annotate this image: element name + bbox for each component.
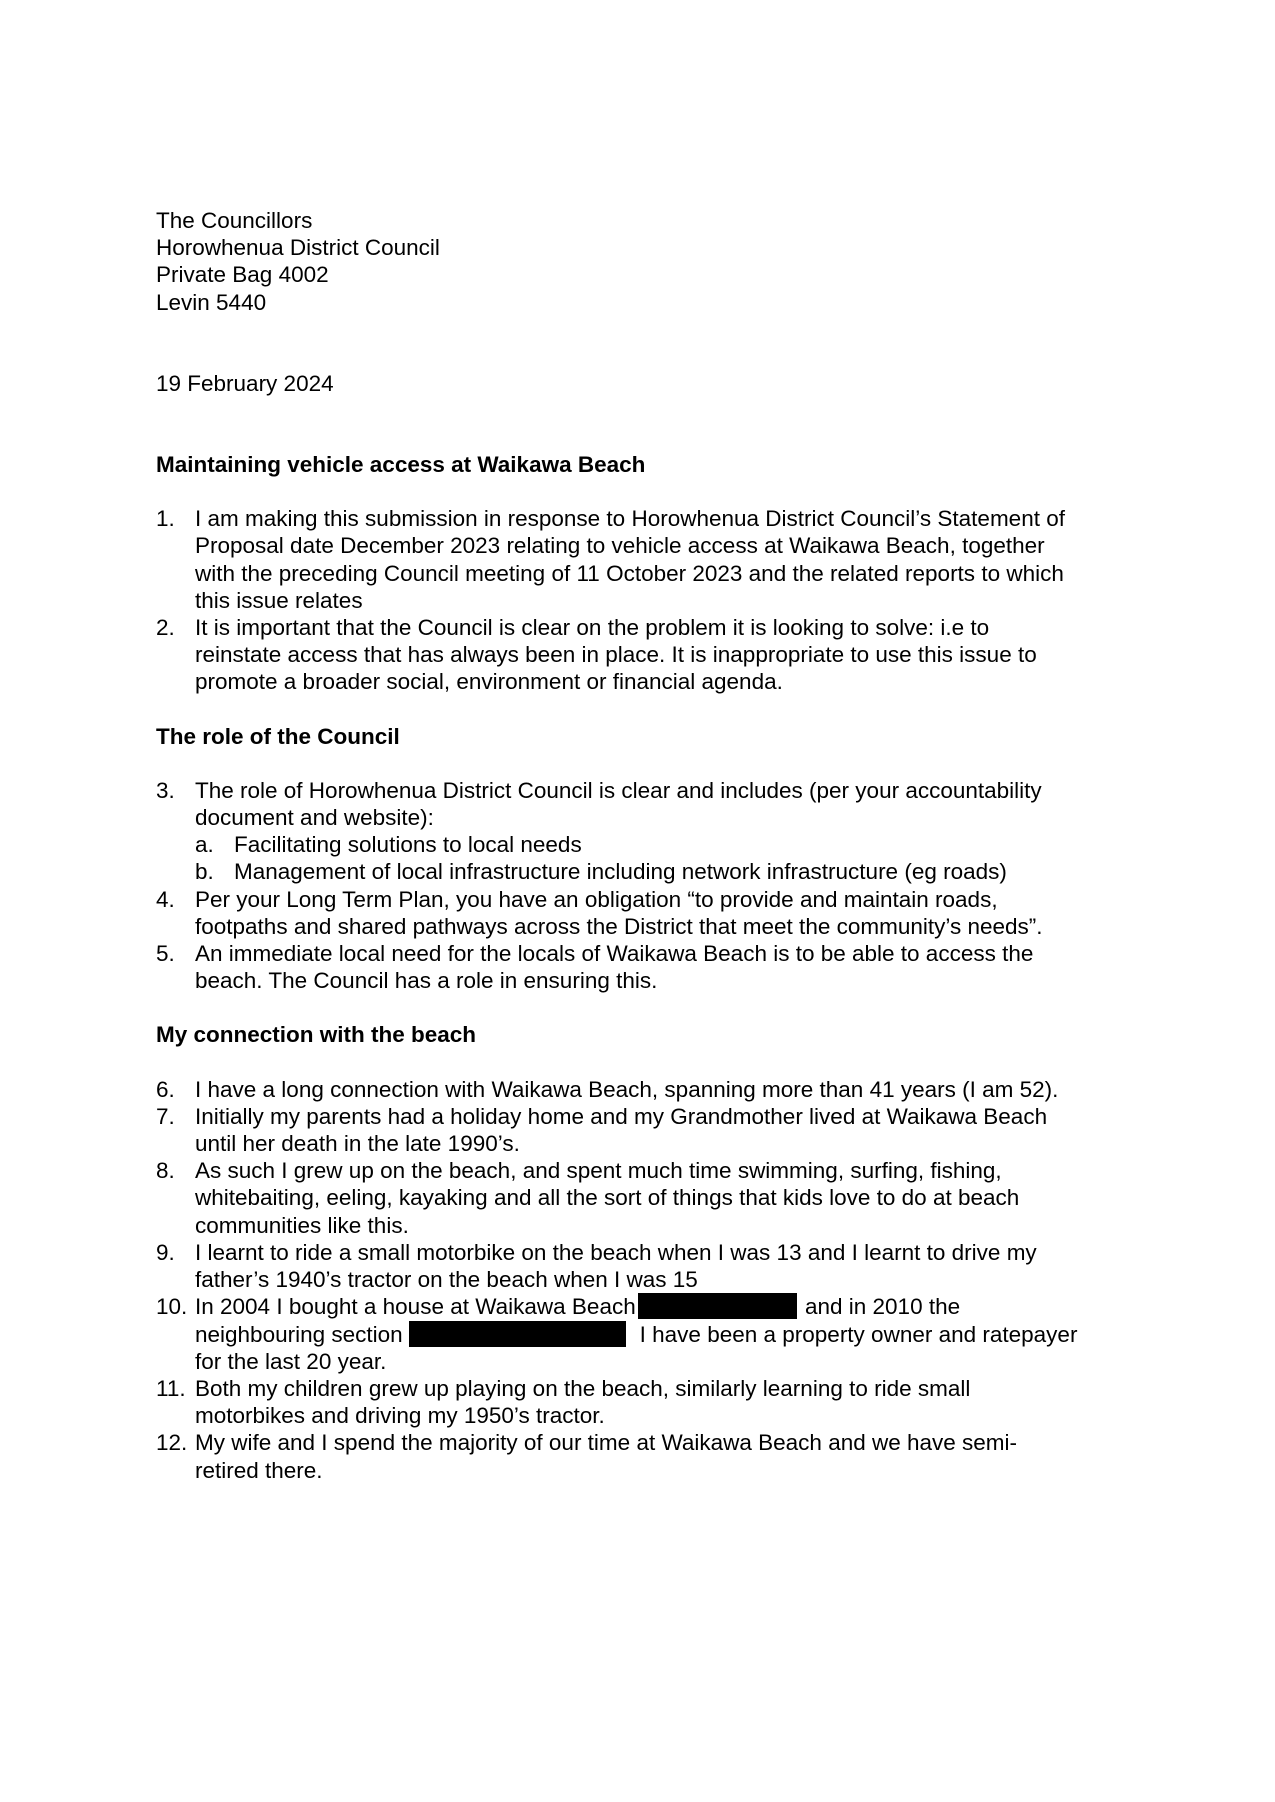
item-text: whitebaiting, eeling, kayaking and all the sort of things that kids love to do at beach xyxy=(195,1185,1020,1211)
item-text: with the preceding Council meeting of 11 October 2023 and the related reports to which xyxy=(195,560,1064,586)
item-text: document and website): xyxy=(195,805,434,831)
list-item xyxy=(156,1076,1146,1103)
item-text: In 2004 I bought a house at Waikawa Beach xyxy=(195,1294,636,1320)
sub-item-text: Management of local infrastructure including network infrastructure (eg roads) xyxy=(234,859,1007,885)
item-text: promote a broader social, environment or financial agenda. xyxy=(195,669,783,695)
sub-item-letter: b. xyxy=(195,859,214,885)
list-item xyxy=(156,505,1146,614)
item-number: 3. xyxy=(156,777,175,803)
item-text: I have been a property owner and ratepayer xyxy=(639,1321,1078,1347)
item-text: It is important that the Council is clear on the problem it is looking to solve: i.e to xyxy=(195,615,990,641)
recipient-address xyxy=(156,207,1146,316)
item-text: communities like this. xyxy=(195,1212,409,1238)
item-text: I have a long connection with Waikawa Beach, spanning more than 41 years (I am 52). xyxy=(195,1076,1059,1102)
item-text: I am making this submission in response to Horowhenua District Council’s Statement of xyxy=(195,506,1065,532)
sub-list xyxy=(156,831,1146,885)
redaction-block xyxy=(409,1321,626,1347)
item-text: Both my children grew up playing on the beach, similarly learning to ride small xyxy=(195,1375,971,1401)
item-text: Proposal date December 2023 relating to vehicle access at Waikawa Beach, together xyxy=(195,533,1045,559)
sub-item-letter: a. xyxy=(195,832,214,858)
item-number: 10. xyxy=(156,1294,188,1320)
item-number: 4. xyxy=(156,886,175,912)
item-text: My wife and I spend the majority of our time at Waikawa Beach and we have semi- xyxy=(195,1430,1018,1456)
item-number: 2. xyxy=(156,615,175,641)
item-text: this issue relates xyxy=(195,587,363,613)
item-text-with-redaction xyxy=(195,1321,1146,1348)
list-item xyxy=(156,940,1146,994)
sub-list-item xyxy=(156,858,1146,885)
section-list xyxy=(156,505,1146,695)
item-text: reinstate access that has always been in place. It is inappropriate to use this issue to xyxy=(195,642,1037,668)
list-item xyxy=(156,1375,1146,1429)
item-text: for the last 20 year. xyxy=(195,1348,387,1374)
item-text: retired there. xyxy=(195,1457,323,1483)
list-item xyxy=(156,1157,1146,1239)
address-line: Private Bag 4002 xyxy=(156,262,329,288)
item-number: 5. xyxy=(156,941,175,967)
list-item xyxy=(156,886,1146,940)
list-item xyxy=(156,614,1146,696)
list-item xyxy=(156,1429,1146,1483)
sub-item-text: Facilitating solutions to local needs xyxy=(234,832,582,858)
list-item xyxy=(156,1103,1146,1157)
item-text: motorbikes and driving my 1950’s tractor. xyxy=(195,1403,605,1429)
address-line: Levin 5440 xyxy=(156,289,267,315)
item-text: I learnt to ride a small motorbike on the beach when I was 13 and I learnt to drive my xyxy=(195,1239,1037,1265)
list-item xyxy=(156,1239,1146,1293)
letter-date: 19 February 2024 xyxy=(156,370,334,396)
document-page xyxy=(156,207,1146,1484)
item-text: footpaths and shared pathways across the District that meet the community’s needs”. xyxy=(195,913,1043,939)
item-text: and in 2010 the xyxy=(798,1294,961,1320)
item-number: 9. xyxy=(156,1239,175,1265)
sub-list-item xyxy=(156,831,1146,858)
section-heading-role-of-council: The role of the Council xyxy=(156,723,400,749)
item-text: Per your Long Term Plan, you have an obligation “to provide and maintain roads, xyxy=(195,886,998,912)
section-list xyxy=(156,777,1146,995)
list-item xyxy=(156,777,1146,831)
section-heading-connection: My connection with the beach xyxy=(156,1022,477,1048)
section-list xyxy=(156,1076,1146,1484)
item-number: 12. xyxy=(156,1430,188,1456)
list-item xyxy=(156,1293,1146,1375)
item-number: 11. xyxy=(156,1375,186,1401)
redaction-block xyxy=(638,1293,797,1319)
item-text: neighbouring section xyxy=(195,1321,403,1347)
item-number: 1. xyxy=(156,506,175,532)
address-line: Horowhenua District Council xyxy=(156,235,440,261)
item-text: The role of Horowhenua District Council is clear and includes (per your accountability xyxy=(195,777,1042,803)
item-text: An immediate local need for the locals of Waikawa Beach is to be able to access the xyxy=(195,941,1034,967)
item-text: beach. The Council has a role in ensuring this. xyxy=(195,968,658,994)
address-line: The Councillors xyxy=(156,208,313,233)
section-heading-vehicle-access: Maintaining vehicle access at Waikawa Beach xyxy=(156,452,646,478)
item-text: Initially my parents had a holiday home and my Grandmother lived at Waikawa Beach xyxy=(195,1103,1048,1129)
item-text: As such I grew up on the beach, and spent much time swimming, surfing, fishing, xyxy=(195,1158,1002,1184)
item-text: father’s 1940’s tractor on the beach when I was 15 xyxy=(195,1267,698,1293)
item-number: 6. xyxy=(156,1076,175,1102)
item-text: until her death in the late 1990’s. xyxy=(195,1131,520,1157)
item-text-with-redaction xyxy=(195,1293,1146,1320)
item-number: 8. xyxy=(156,1158,175,1184)
item-number: 7. xyxy=(156,1103,175,1129)
